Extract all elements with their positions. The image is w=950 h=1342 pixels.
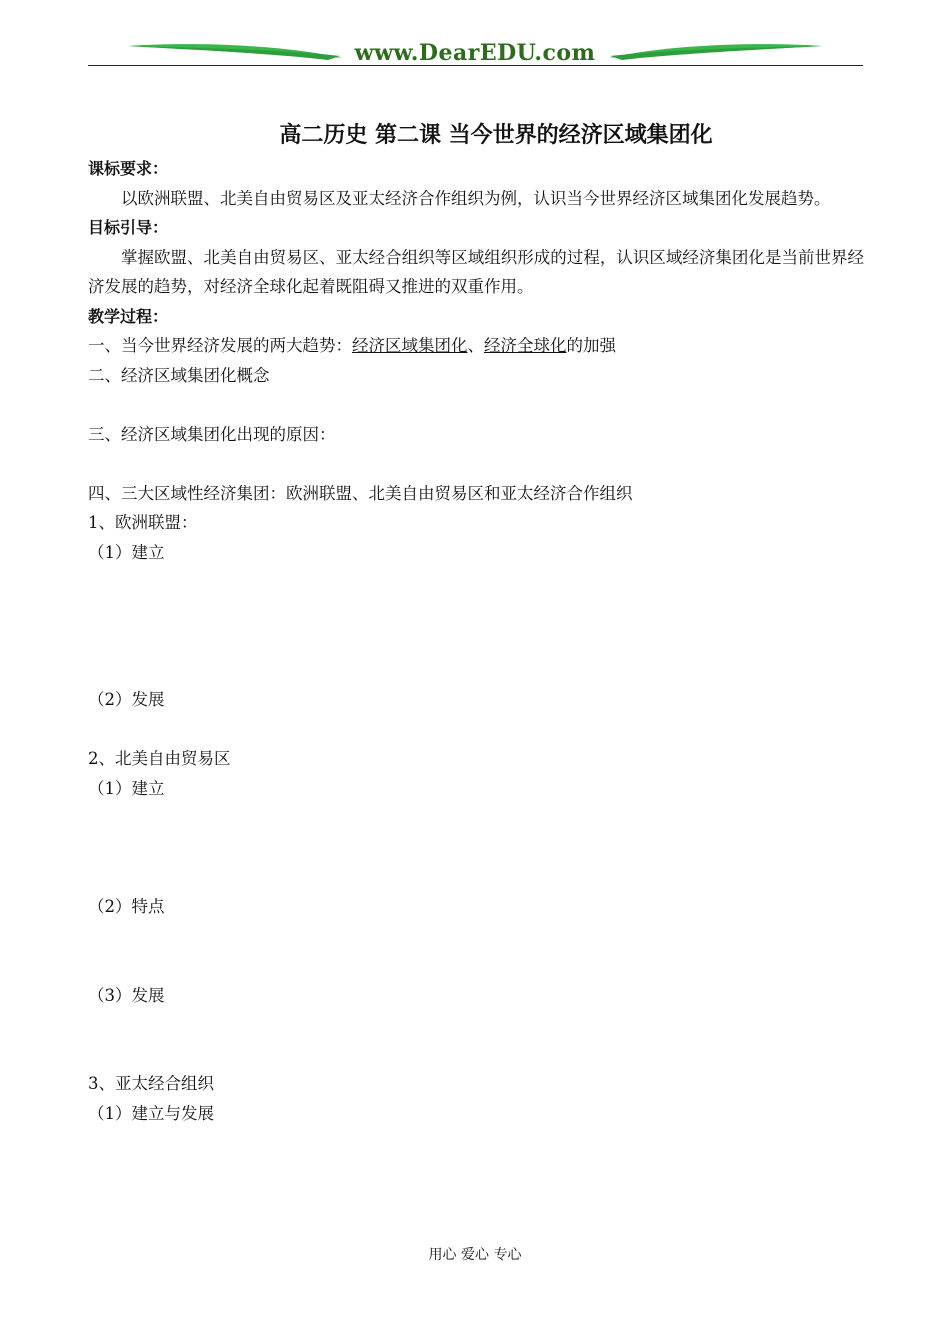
- section-label-objectives: 目标引导：: [88, 218, 169, 237]
- outline-item-1-sep: 、: [467, 336, 484, 355]
- page-title: 高二历史 第二课 当今世界的经济区域集团化: [279, 123, 713, 148]
- outline-item-1-prefix: 一、当今世界经济发展的两大趋势：: [88, 336, 352, 355]
- subsection-apec: 3、亚太经合组织: [88, 1074, 214, 1093]
- nafta-point-establish: （1）建立: [88, 778, 165, 798]
- outline-item-2: 二、经济区域集团化概念: [88, 365, 270, 385]
- section-label-process: 教学过程：: [88, 306, 169, 326]
- nafta-point-development: （3）发展: [88, 985, 165, 1005]
- outline-item-1: [88, 331, 864, 361]
- page-footer: 用心 爱心 专心: [428, 1247, 522, 1263]
- underlined-term-regionalization: 经济区域集团化: [352, 336, 468, 355]
- blank-space: [88, 390, 864, 420]
- outline-item-3: 三、经济区域集团化出现的原因：: [88, 424, 336, 444]
- section-text-curriculum: 以欧洲联盟、北美自由贸易区及亚太经济合作组织为例，认识当今世界经济区域集团化发展趋势。: [121, 188, 831, 208]
- outline-item-1-suffix: 的加强: [566, 336, 616, 355]
- underlined-term-globalization: 经济全球化: [484, 336, 567, 355]
- document-body: [88, 118, 864, 1128]
- site-logo[interactable]: www.DearEDU.com: [354, 40, 596, 66]
- subsection-nafta: 2、北美自由贸易区: [88, 749, 231, 768]
- blank-space: [88, 715, 864, 745]
- section-text-objectives: 掌握欧盟、北美自由贸易区、亚太经合组织等区域组织形成的过程，认识区域经济集团化是当前世界经济发展的趋势，对经济全球化起着既阻碍又推进的双重作用。: [88, 247, 864, 296]
- apec-point-establish-develop: （1）建立与发展: [88, 1103, 214, 1123]
- blank-space: [88, 567, 864, 685]
- nafta-point-features: （2）特点: [88, 897, 165, 916]
- subsection-eu: 1、欧洲联盟：: [88, 513, 198, 532]
- eu-point-establish: （1）建立: [88, 542, 165, 562]
- blank-space: [88, 449, 864, 479]
- outline-item-4: 四、三大区域性经济集团：欧洲联盟、北美自由贸易区和亚太经济合作组织: [88, 483, 633, 503]
- blank-space: [88, 922, 864, 981]
- eu-point-development: （2）发展: [88, 690, 165, 709]
- blank-space: [88, 803, 864, 892]
- header-divider: [88, 65, 863, 66]
- section-label-curriculum: 课标要求：: [88, 159, 169, 178]
- blank-space: [88, 1010, 864, 1069]
